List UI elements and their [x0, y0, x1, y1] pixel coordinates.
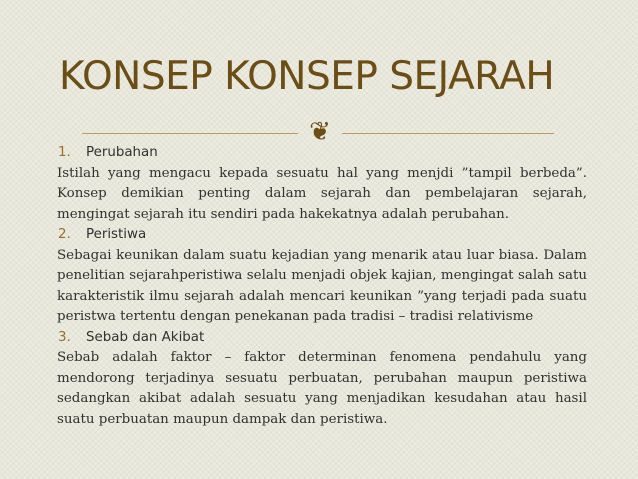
- section-heading: [57, 143, 587, 164]
- section-number: 1.: [58, 145, 71, 160]
- section-heading-label: Sebab dan Akibat: [86, 329, 205, 345]
- slide-content: [57, 143, 587, 430]
- section-body: Istilah yang mengacu kepada sesuatu hal yang menjdi ”tampil berbeda”. Konsep demikian penting dalam sejarah dan pembelajaran sejarah, mengingat sejarah itu sendiri pada hakekatnya adalah perubahan.: [57, 165, 587, 222]
- section-body: Sebagai keunikan dalam suatu kejadian yang menarik atau luar biasa. Dalam penelitian sejarahperistiwa selalu menjadi objek kajian, mengingat salah satu karakteristik ilmu sejarah adalah mencari keunikan ”yang terjadi pada suatu peristwa tertentu dengan penekanan pada tradisi – tradisi relativisme: [57, 247, 587, 324]
- section-number: 3.: [58, 329, 71, 345]
- section-heading: [57, 328, 587, 349]
- section-perubahan: [57, 143, 587, 225]
- section-heading-label: Peristiwa: [86, 227, 147, 242]
- section-heading-label: Perubahan: [86, 145, 158, 160]
- slide-title: KONSEP KONSEP SEJARAH: [59, 54, 555, 99]
- decorative-fleuron-icon: ❦: [309, 117, 331, 147]
- section-number: 2.: [58, 227, 71, 242]
- section-sebab-dan-akibat: [57, 328, 587, 431]
- section-body: Sebab adalah faktor – faktor determinan fenomena pendahulu yang mendorong terjadinya sesuatu perbuatan, perubahan maupun peristiwa sedangkan akibat adalah sesuatu yang menjadikan kesudahan atau hasil suatu perbuatan maupun dampak dan peristiwa.: [57, 350, 587, 427]
- section-heading: [57, 225, 587, 246]
- section-peristiwa: [57, 225, 587, 328]
- title-divider-right: [342, 133, 554, 134]
- title-divider-left: [82, 133, 298, 134]
